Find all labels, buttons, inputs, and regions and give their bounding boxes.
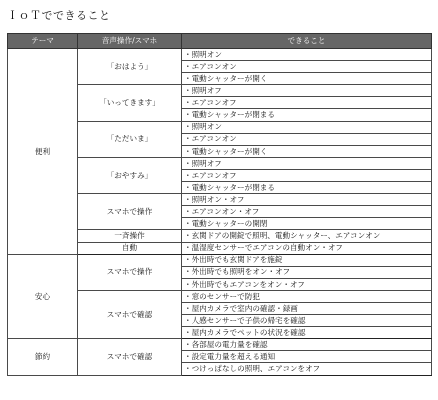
theme-cell: 節約 — [8, 339, 78, 375]
capability-cell: ・照明オフ — [182, 85, 432, 97]
capability-cell: ・外出時でもエアコンをオン・オフ — [182, 278, 432, 290]
table-row — [8, 254, 432, 266]
capability-cell: ・エアコンオフ — [182, 97, 432, 109]
page-title: ＩｏＴでできること — [7, 9, 111, 22]
theme-cell: 便利 — [8, 49, 78, 255]
capability-cell: ・人感センサーで子供の帰宅を確認 — [182, 315, 432, 327]
capability-cell: ・設定電力量を超える通知 — [182, 351, 432, 363]
operation-cell: 一斉操作 — [78, 230, 182, 242]
operation-cell: スマホで操作 — [78, 254, 182, 290]
capability-cell: ・各部屋の電力量を確認 — [182, 339, 432, 351]
capability-cell: ・エアコンオン — [182, 61, 432, 73]
capability-cell: ・電動シャッターの開閉 — [182, 218, 432, 230]
operation-cell: 「ただいま」 — [78, 121, 182, 157]
capability-cell: ・電動シャッターが開く — [182, 145, 432, 157]
capability-cell: ・外出時でも照明をオン・オフ — [182, 266, 432, 278]
capability-cell: ・電動シャッターが閉まる — [182, 109, 432, 121]
capability-cell: ・玄関ドアの開錠で照明、電動シャッター、エアコンオン — [182, 230, 432, 242]
operation-cell: 「いってきます」 — [78, 85, 182, 121]
capability-cell: ・エアコンオン — [182, 133, 432, 145]
operation-cell: 「おやすみ」 — [78, 157, 182, 193]
header-theme: テーマ — [8, 34, 78, 49]
capability-cell: ・照明オン・オフ — [182, 194, 432, 206]
capability-cell: ・エアコンオフ — [182, 169, 432, 181]
header-operation: 音声操作/スマホ — [78, 34, 182, 49]
capability-cell: ・照明オン — [182, 49, 432, 61]
capability-cell: ・屋内カメラでペットの状況を確認 — [182, 327, 432, 339]
table-row — [8, 339, 432, 351]
capability-cell: ・温湿度センサーでエアコンの自動オン・オフ — [182, 242, 432, 254]
capability-cell: ・電動シャッターが開く — [182, 73, 432, 85]
header-capability: できること — [182, 34, 432, 49]
iot-capabilities-table — [7, 33, 432, 376]
operation-cell: 「おはよう」 — [78, 49, 182, 85]
capability-cell: ・窓のセンサーで防犯 — [182, 290, 432, 302]
operation-cell: 自動 — [78, 242, 182, 254]
capability-cell: ・電動シャッターが閉まる — [182, 182, 432, 194]
table-header-row — [8, 34, 432, 49]
capability-cell: ・照明オフ — [182, 157, 432, 169]
table-body — [8, 49, 432, 376]
capability-cell: ・つけっぱなしの照明、エアコンをオフ — [182, 363, 432, 375]
table-row — [8, 49, 432, 61]
operation-cell: スマホで確認 — [78, 290, 182, 338]
capability-cell: ・外出時でも玄関ドアを施錠 — [182, 254, 432, 266]
theme-cell: 安心 — [8, 254, 78, 339]
capability-cell: ・屋内カメラで室内の確認・録画 — [182, 302, 432, 314]
capability-cell: ・照明オン — [182, 121, 432, 133]
operation-cell: スマホで確認 — [78, 339, 182, 375]
operation-cell: スマホで操作 — [78, 194, 182, 230]
capability-cell: ・エアコンオン・オフ — [182, 206, 432, 218]
